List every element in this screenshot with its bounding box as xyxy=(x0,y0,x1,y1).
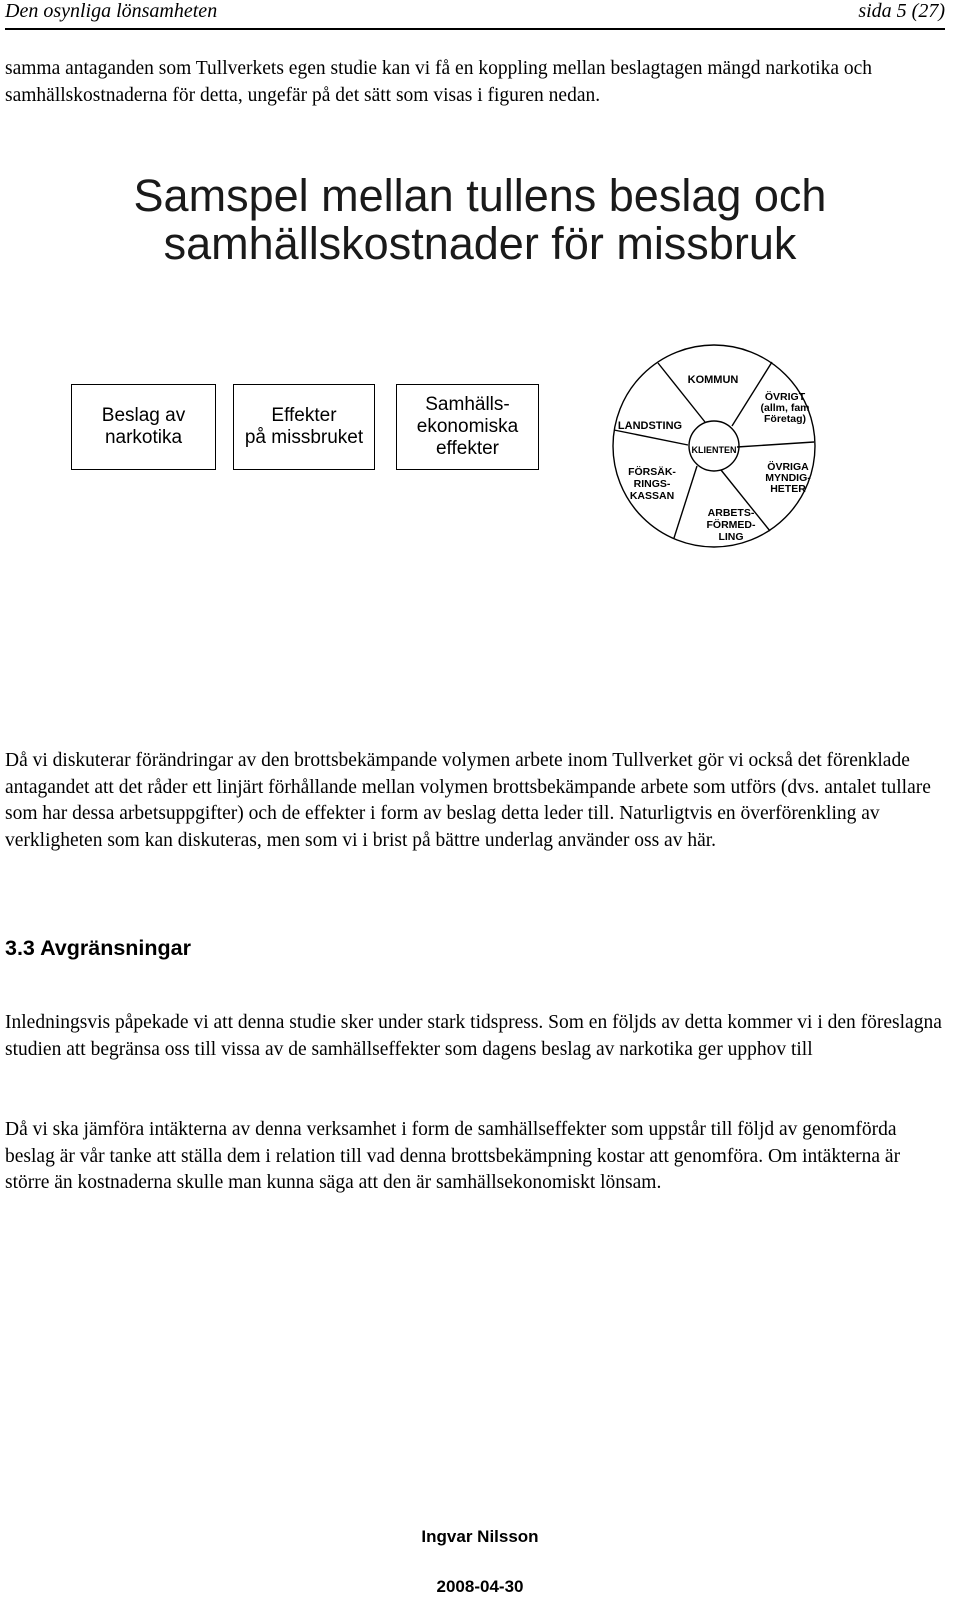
wheel-label-arbets-1: ARBETS- xyxy=(707,507,755,519)
wheel-label-forsak-1: FÖRSÄK- xyxy=(628,466,676,478)
wheel-divider-landsting xyxy=(614,430,688,445)
intro-paragraph: samma antaganden som Tullverkets egen studie kan vi få en koppling mellan beslagtagen mängd narkotika och samhällskostnaderna för detta, ungefär på det sätt som visas i figuren nedan. xyxy=(5,58,872,106)
wheel-divider-forsak xyxy=(674,466,697,538)
wheel-label-ovrigt-3: Företag) xyxy=(764,413,806,425)
document-title: Den osynliga lönsamheten xyxy=(5,0,218,22)
paragraph-linear-assumption: Då vi diskuterar förändringar av den brottsbekämpande volymen arbete inom Tullverket gör vi också det förenklade antagandet att det råder ett linjärt förhållande mellan volymen brottsbekämpande arbete som utförs (dvs. antalet tullare som har dessa arbetsuppgifter) och de effekter i form av beslag detta leder till. Naturligtvis en överförenkling av verkligheten som kan diskuteras, men som vi i brist på bättre underlag använder oss av här. xyxy=(5,750,931,851)
wheel-label-ovrigt-1: ÖVRIGT xyxy=(764,391,806,403)
page-number: sida 5 (27) xyxy=(858,0,945,22)
box-beslag-line-1: Beslag av xyxy=(101,405,186,426)
footer-date: 2008-04-30 xyxy=(436,1577,524,1596)
wheel-divider-kommun xyxy=(658,363,705,422)
wheel-label-ovrigt-2: (allm, fam xyxy=(760,402,810,414)
box-effekter-line-1: Effekter xyxy=(271,405,337,426)
paragraph-comparison: Då vi ska jämföra intäkterna av denna verksamhet i form de samhällseffekter som uppstår till följd av genomförda beslag är vår tanke att ställa dem i relation till vad denna brottsbekämpning kostar att genomföra. Om intäkterna är större än kostnaderna skulle man kunna säga att den är samhällsekonomiskt lönsam. xyxy=(5,1119,901,1193)
wheel-divider-ovriga xyxy=(737,442,814,447)
box-effekter-line-2: på missbruket xyxy=(244,427,364,448)
stakeholder-wheel xyxy=(0,0,960,700)
wheel-label-forsak-2: RINGS- xyxy=(633,478,671,490)
figure-title-line-2: samhällskostnader för missbruk xyxy=(163,218,797,269)
box-beslag-line-2: narkotika xyxy=(104,427,183,448)
box-samhalls-line-3: effekter xyxy=(435,438,499,459)
wheel-label-klienten: KLIENTEN xyxy=(691,445,737,455)
wheel-label-arbets-2: FÖRMED- xyxy=(706,519,756,531)
wheel-label-arbets-3: LING xyxy=(718,531,744,543)
wheel-label-kommun: KOMMUN xyxy=(687,374,739,386)
wheel-label-forsak-3: KASSAN xyxy=(629,490,675,502)
wheel-label-landsting: LANDSTING xyxy=(617,420,683,432)
wheel-label-ovriga-2: MYNDIG- xyxy=(765,472,811,484)
wheel-label-ovriga-1: ÖVRIGA xyxy=(767,461,809,473)
section-heading: 3.3 Avgränsningar xyxy=(5,936,191,960)
paragraph-delimitations: Inledningsvis påpekade vi att denna studie sker under stark tidspress. Som en följds av detta kommer vi i den föreslagna studien att begränsa oss till vissa av de samhällseffekter som dagens beslag av narkotika ger upphov till xyxy=(5,1012,942,1060)
wheel-label-ovriga-3: HETER xyxy=(770,483,806,495)
box-samhalls-line-2: ekonomiska xyxy=(416,416,519,437)
figure-title-line-1: Samspel mellan tullens beslag och xyxy=(133,170,827,221)
box-samhalls-line-1: Samhälls- xyxy=(425,394,510,415)
footer-author: Ingvar Nilsson xyxy=(421,1527,539,1546)
